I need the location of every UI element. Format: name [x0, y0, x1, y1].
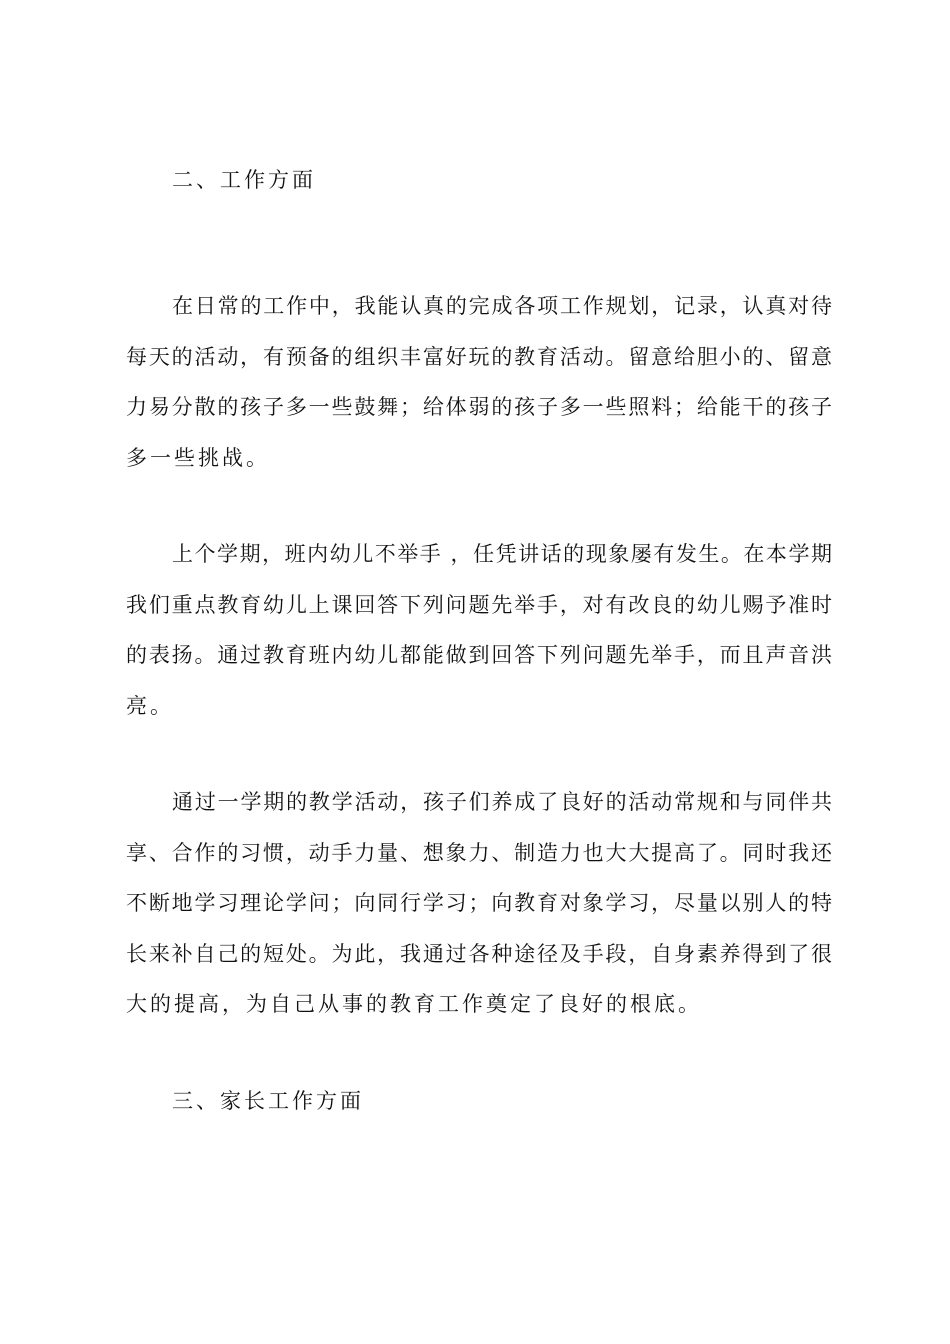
paragraph-semester-results — [126, 777, 832, 1030]
paragraph-line: 长来补自己的短处。为此，我通过各种途径及手段，自身素养得到了很 — [126, 941, 832, 966]
paragraph-line: 的表扬。通过教育班内幼儿都能做到回答下列问题先举手，而且声音洪 — [126, 643, 832, 667]
section-heading-work: 二、工作方面 — [172, 168, 316, 192]
paragraph-line: 不断地学习理论学问；向同行学习；向教育对象学习，尽量以别人的特 — [126, 891, 832, 915]
paragraph-line: 力易分散的孩子多一些鼓舞；给体弱的孩子多一些照料；给能干的孩子 — [126, 395, 832, 419]
paragraph-line: 上个学期，班内幼儿不举手 ，任凭讲话的现象屡有发生。在本学期 — [172, 542, 832, 566]
paragraph-line: 享、合作的习惯，动手力量、想象力、制造力也大大提高了。同时我还 — [126, 840, 832, 865]
paragraph-raise-hands — [126, 529, 832, 731]
paragraph-line: 亮。 — [126, 693, 174, 718]
paragraph-line: 每天的活动，有预备的组织丰富好玩的教育活动。留意给胆小的、留意 — [126, 344, 832, 369]
paragraph-line: 在日常的工作中，我能认真的完成各项工作规划，记录，认真对待 — [172, 294, 832, 318]
paragraph-line: 我们重点教育幼儿上课回答下列问题先举手，对有改良的幼儿赐予准时 — [126, 592, 832, 617]
section-heading-parent-work: 三、家长工作方面 — [172, 1089, 364, 1113]
paragraph-line: 多一些挑战。 — [126, 445, 270, 470]
paragraph-line: 大的提高，为自己从事的教育工作奠定了良好的根底。 — [126, 992, 702, 1016]
paragraph-line: 通过一学期的教学活动，孩子们养成了良好的活动常规和与同伴共 — [172, 790, 832, 814]
paragraph-daily-work — [126, 281, 832, 483]
